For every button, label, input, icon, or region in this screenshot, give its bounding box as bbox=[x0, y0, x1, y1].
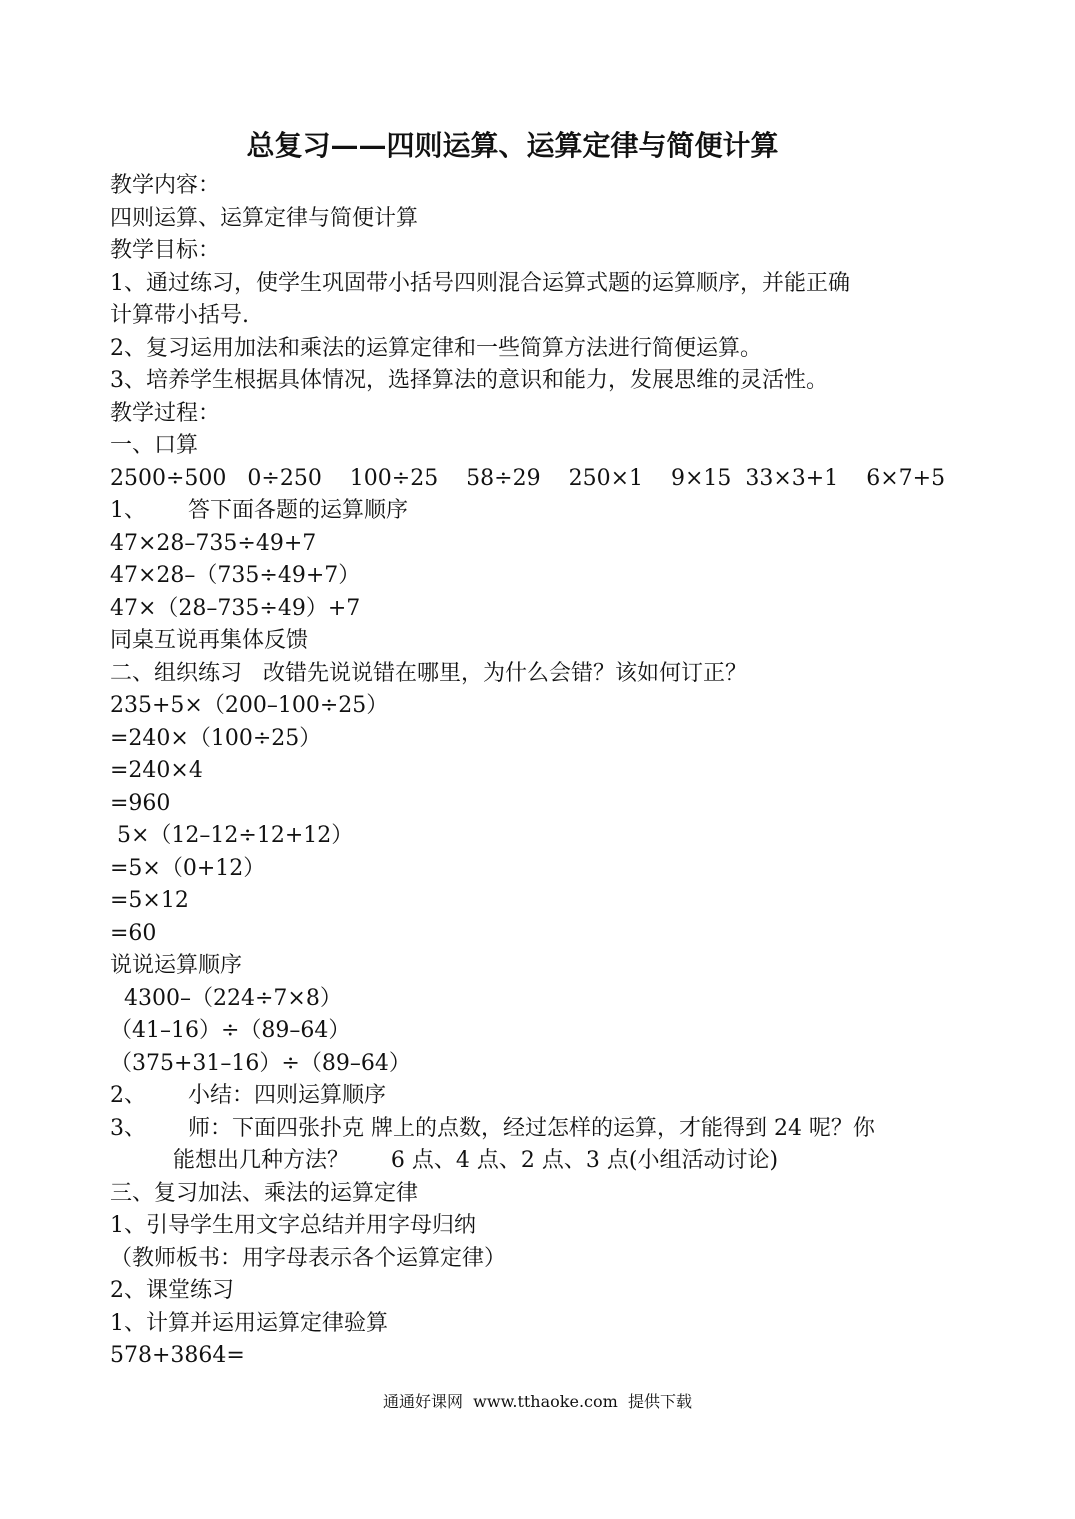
text-line: 578+3864= bbox=[110, 1343, 245, 1368]
text-line: （375+31–16）÷（89–64） bbox=[110, 1050, 411, 1076]
text-line: 3、 师：下面四张扑克 牌上的点数，经过怎样的运算，才能得到 24 呢？你 bbox=[110, 1115, 875, 1141]
text-line: 4300–（224÷7×8） bbox=[110, 985, 342, 1011]
document-title: 总复习——四则运算、运算定律与简便计算 bbox=[246, 129, 779, 162]
text-line: =240×（100÷25） bbox=[110, 725, 322, 751]
text-line: =5×12 bbox=[110, 888, 189, 913]
text-line: 计算带小括号. bbox=[110, 303, 249, 328]
text-line: 能想出几种方法？ 6 点、4 点、2 点、3 点(小组活动讨论) bbox=[110, 1148, 779, 1173]
text-line: 说说运算顺序 bbox=[110, 953, 243, 978]
text-line: 1、通过练习，使学生巩固带小括号四则混合运算式题的运算顺序，并能正确 bbox=[110, 270, 850, 296]
text-line: 2、 小结：四则运算顺序 bbox=[110, 1083, 386, 1108]
text-line: 教学过程： bbox=[110, 400, 221, 426]
text-line: 教学目标： bbox=[110, 238, 221, 263]
text-line: 一、口算 bbox=[110, 433, 199, 458]
document-body bbox=[110, 170, 970, 1373]
text-line: 47×（28–735÷49）+7 bbox=[110, 595, 361, 621]
text-line: 教学内容： bbox=[110, 173, 221, 198]
text-line: =240×4 bbox=[110, 758, 203, 783]
text-line: （教师板书：用字母表示各个运算定律） bbox=[110, 1245, 507, 1271]
text-line: 1、引导学生用文字总结并用字母归纳 bbox=[110, 1213, 476, 1238]
text-line: 2、复习运用加法和乘法的运算定律和一些简算方法进行简便运算。 bbox=[110, 335, 762, 361]
text-line: 四则运算、运算定律与简便计算 bbox=[110, 205, 419, 231]
text-line: 47×28–735÷49+7 bbox=[110, 530, 317, 556]
text-line: 47×28–（735÷49+7） bbox=[110, 563, 361, 588]
text-line: 二、组织练习 改错先说说错在哪里，为什么会错？该如何订正？ bbox=[110, 660, 747, 686]
text-line: 2、课堂练习 bbox=[110, 1278, 234, 1303]
text-line: =960 bbox=[110, 790, 171, 816]
text-line: 235+5×（200–100÷25） bbox=[110, 693, 389, 718]
text-line: 三、复习加法、乘法的运算定律 bbox=[110, 1180, 419, 1206]
text-line: 1、 答下面各题的运算顺序 bbox=[110, 498, 408, 523]
text-line: （41–16）÷（89–64） bbox=[110, 1018, 351, 1043]
text-line: 3、培养学生根据具体情况，选择算法的意识和能力，发展思维的灵活性。 bbox=[110, 368, 828, 393]
text-line: 2500÷500 0÷250 100÷25 58÷29 250×1 9×15 33×3+1 6×7+5 bbox=[110, 465, 946, 491]
text-line: 同桌互说再集体反馈 bbox=[110, 628, 309, 653]
text-line: 1、计算并运用运算定律验算 bbox=[110, 1310, 388, 1336]
text-line: 5×（12–12÷12+12） bbox=[110, 823, 354, 848]
page-footer: 通通好课网 www.tthaoke.com 提供下载 bbox=[383, 1392, 692, 1411]
text-line: =5×（0+12） bbox=[110, 855, 266, 881]
text-line: =60 bbox=[110, 920, 157, 946]
